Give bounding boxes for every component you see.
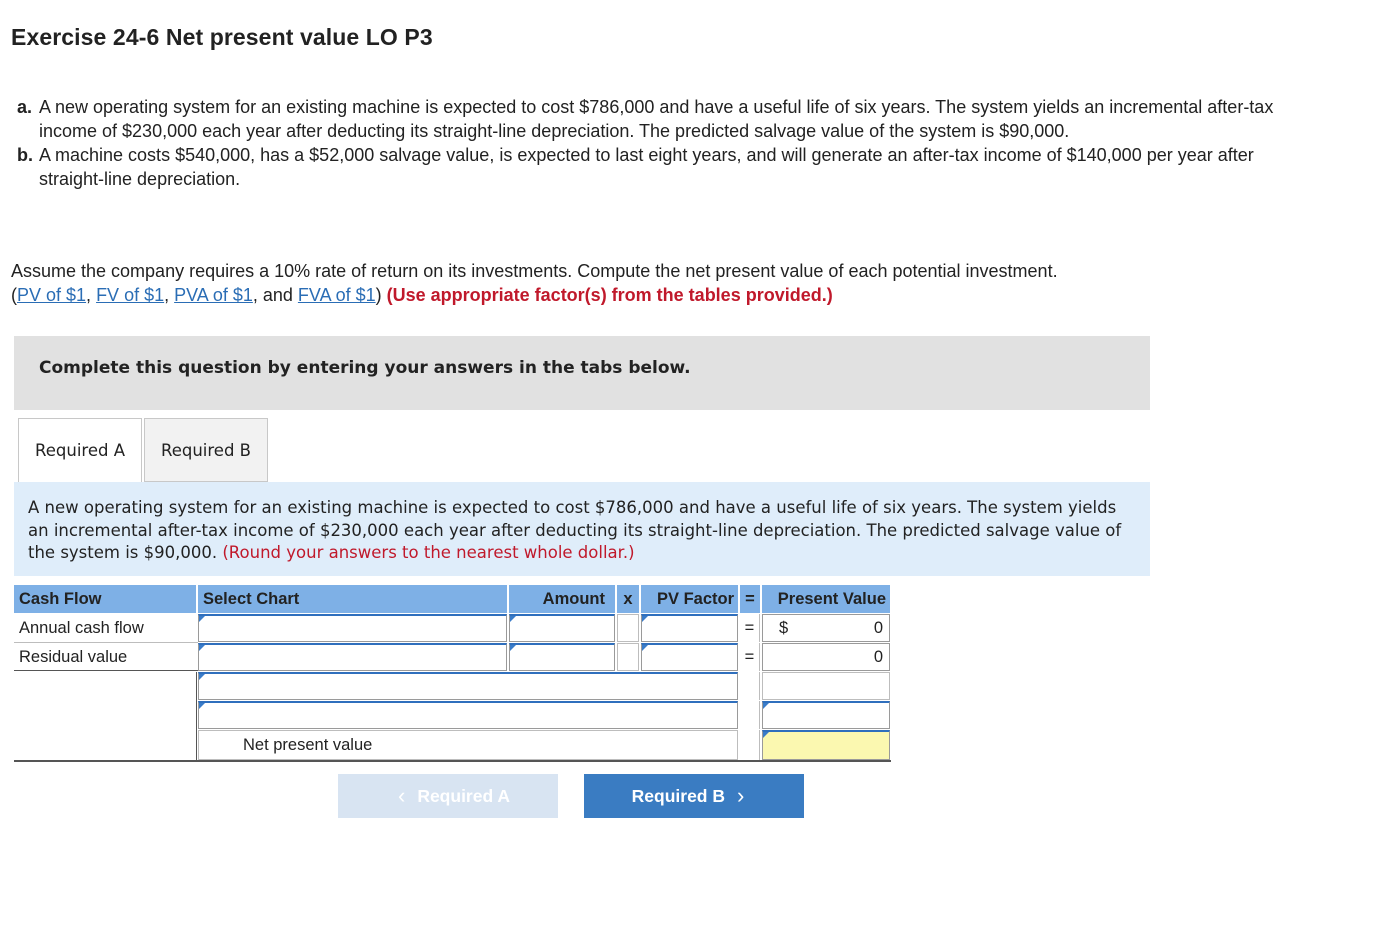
present-value-residual xyxy=(762,643,890,671)
table-bottom-border xyxy=(14,760,891,762)
row-label-residual-value: Residual value xyxy=(19,647,128,666)
fv-of-1-link[interactable]: FV of $1 xyxy=(96,285,165,305)
extra-label-input-1[interactable] xyxy=(198,672,738,700)
present-value-amount: 0 xyxy=(873,647,883,666)
prev-required-a-button[interactable] xyxy=(338,774,558,818)
equals-sign: = xyxy=(740,614,760,642)
header-present-value: Present Value xyxy=(762,585,890,613)
description-body: A new operating system for an existing machine is expected to cost $786,000 and have a useful life of six years. The system yields an incremental after-tax income of $230,000 each year after deducting its straight-line depreciation. The predicted salvage value of the system is $90,000. xyxy=(28,498,1122,562)
amount-input[interactable] xyxy=(509,643,615,671)
npv-input[interactable] xyxy=(762,730,890,760)
problem-list xyxy=(17,95,1277,191)
paren: ) xyxy=(375,285,382,305)
select-chart-input[interactable] xyxy=(198,614,507,642)
description-text xyxy=(28,497,1128,565)
blank-cell xyxy=(740,730,760,760)
problem-text: A new operating system for an existing machine is expected to cost $786,000 and have a useful life of six years. The system yields an incremental after-tax income of $230,000 each year after deducting its straight-line depreciation. The predicted salvage value of the system is $90,000. xyxy=(39,97,1274,141)
rounding-note: (Round your answers to the nearest whole dollar.) xyxy=(222,543,635,562)
row-label-annual-cash-flow: Annual cash flow xyxy=(19,618,144,637)
currency-symbol: $ xyxy=(779,618,789,637)
extra-label-input-2[interactable] xyxy=(198,701,738,729)
pva-of-1-link[interactable]: PVA of $1 xyxy=(174,285,253,305)
npv-table xyxy=(14,585,894,765)
problem-text: A machine costs $540,000, has a $52,000 salvage value, is expected to last eight years, and will generate an after-tax income of $140,000 per year after straight-line depreciation. xyxy=(39,145,1254,189)
assumption-text xyxy=(11,259,1311,307)
row-divider xyxy=(14,670,198,671)
paren: ( xyxy=(11,285,17,305)
chevron-left-icon: ‹ xyxy=(397,783,406,808)
instruction-banner xyxy=(14,336,1150,410)
header-cash-flow: Cash Flow xyxy=(14,585,196,613)
times-cell xyxy=(617,614,639,642)
separator: , xyxy=(164,285,175,305)
next-required-b-button[interactable] xyxy=(584,774,804,818)
tab-required-b[interactable]: Required B xyxy=(144,418,268,482)
column-divider xyxy=(196,672,197,760)
header-select-chart: Select Chart xyxy=(198,585,507,613)
banner-text: Complete this question by entering your answers in the tabs below. xyxy=(39,358,691,378)
npv-label: Net present value xyxy=(198,730,738,760)
problem-letter: b. xyxy=(17,145,33,165)
tab-required-a[interactable]: Required A xyxy=(18,418,142,482)
prev-button-label: Required A xyxy=(417,785,511,806)
next-button-label: Required B xyxy=(631,785,726,806)
pv-factor-input[interactable] xyxy=(641,643,738,671)
pv-of-1-link[interactable]: PV of $1 xyxy=(17,285,87,305)
times-cell xyxy=(617,643,639,671)
problem-item-b xyxy=(17,143,1277,191)
problem-letter: a. xyxy=(17,97,33,117)
pv-factor-input[interactable] xyxy=(641,614,738,642)
equals-sign: = xyxy=(740,643,760,671)
separator: , and xyxy=(252,285,298,305)
blank-cell xyxy=(740,701,760,729)
page-title: Exercise 24-6 Net present value LO P3 xyxy=(11,24,433,50)
blank-cell xyxy=(740,672,760,700)
fva-of-1-link[interactable]: FVA of $1 xyxy=(297,285,376,305)
instruction-text: (Use appropriate factor(s) from the tables provided.) xyxy=(386,285,833,305)
present-value-annual xyxy=(762,614,890,642)
description-panel xyxy=(14,482,1150,576)
chevron-right-icon: › xyxy=(737,783,745,808)
present-value-amount: 0 xyxy=(873,618,883,637)
header-equals: = xyxy=(740,585,760,613)
separator: , xyxy=(86,285,97,305)
header-amount: Amount xyxy=(509,585,615,613)
assumption-sentence: Assume the company requires a 10% rate of return on its investments. Compute the net present value of each potential investment. xyxy=(11,261,1058,281)
select-chart-input[interactable] xyxy=(198,643,507,671)
extra-value-cell-1 xyxy=(762,672,890,700)
extra-value-input-2[interactable] xyxy=(762,701,890,729)
header-pv-factor: PV Factor xyxy=(641,585,738,613)
amount-input[interactable] xyxy=(509,614,615,642)
header-times: x xyxy=(617,585,639,613)
problem-item-a xyxy=(17,95,1277,143)
